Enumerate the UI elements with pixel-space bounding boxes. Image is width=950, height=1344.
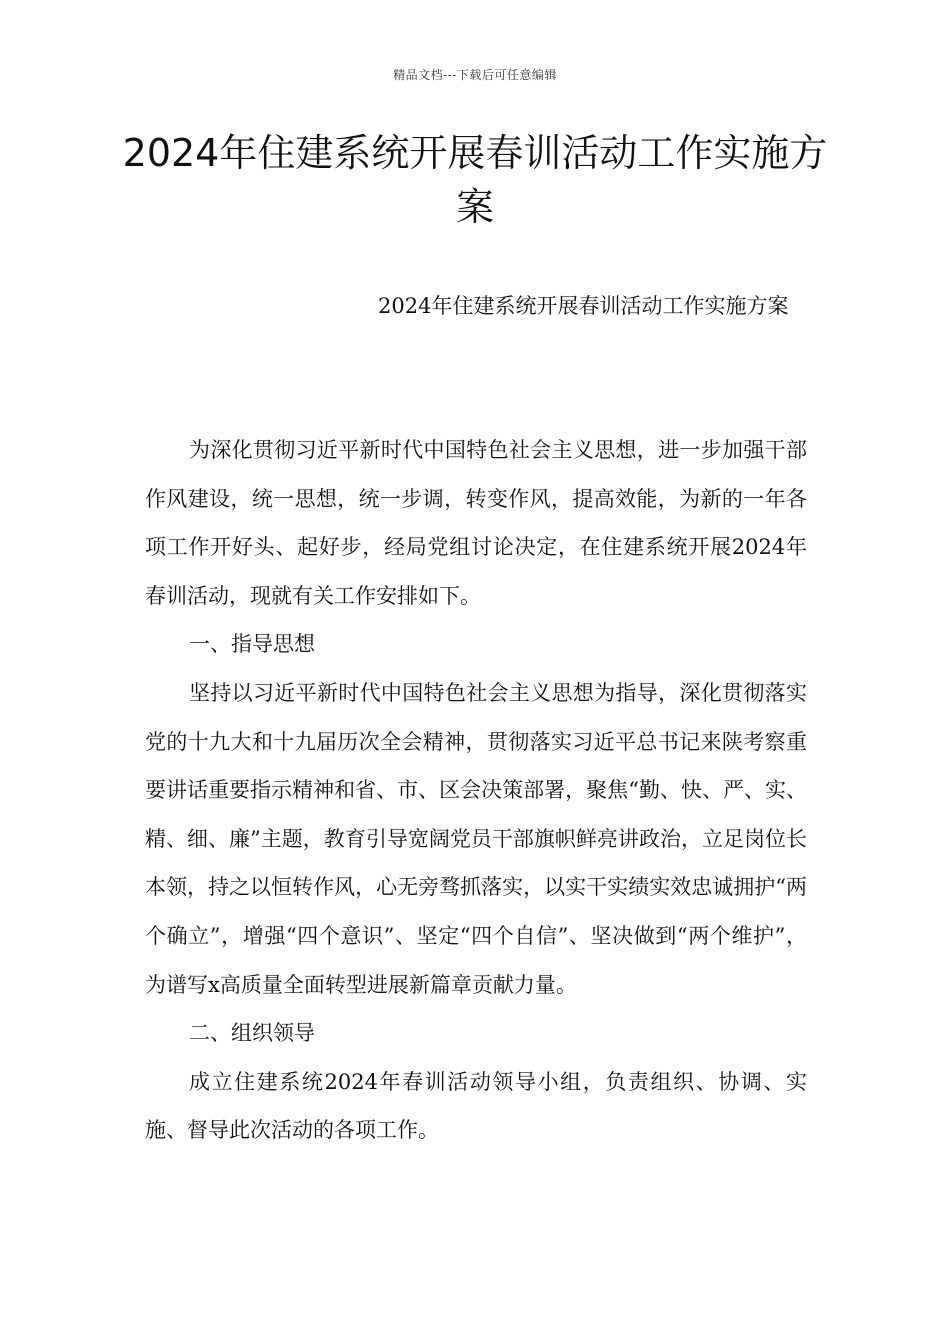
paragraph-guiding-ideology: 坚持以习近平新时代中国特色社会主义思想为指导，深化贯彻落实党的十九大和十九届历次全会精神，贯彻落实习近平总书记来陕考察重要讲话重要指示精神和省、市、区会决策部署，聚焦“勤、快、严、实、精、细、廉”主题，教育引导宽阔党员干部旗帜鲜亮讲政治，立足岗位长本领，持之以恒转作风，心无旁骛抓落实，以实干实绩实效忠诚拥护“两个确立”，增强“四个意识”、坚定“四个自信”、坚决做到“两个维护”，为谱写x高质量全面转型进展新篇章贡献力量。 [145,680,807,997]
header-note: 精品文档---下载后可任意编辑 [393,68,557,82]
section-heading-organization: 二、组织领导 [189,1021,315,1046]
paragraph-organization: 成立住建系统2024年春训活动领导小组，负责组织、协调、实施、督导此次活动的各项工作。 [145,1069,807,1143]
section-heading-guiding-ideology: 一、指导思想 [189,632,315,657]
document-title: 2024年住建系统开展春训活动工作实施方案 [122,131,828,229]
document-body [145,426,807,1155]
document-subtitle: 2024年住建系统开展春训活动工作实施方案 [378,294,789,318]
paragraph-intro: 为深化贯彻习近平新时代中国特色社会主义思想，进一步加强干部作风建设，统一思想，统一步调，转变作风，提高效能，为新的一年各项工作开好头、起好步，经局党组讨论决定，在住建系统开展2024年春训活动，现就有关工作安排如下。 [145,438,807,608]
